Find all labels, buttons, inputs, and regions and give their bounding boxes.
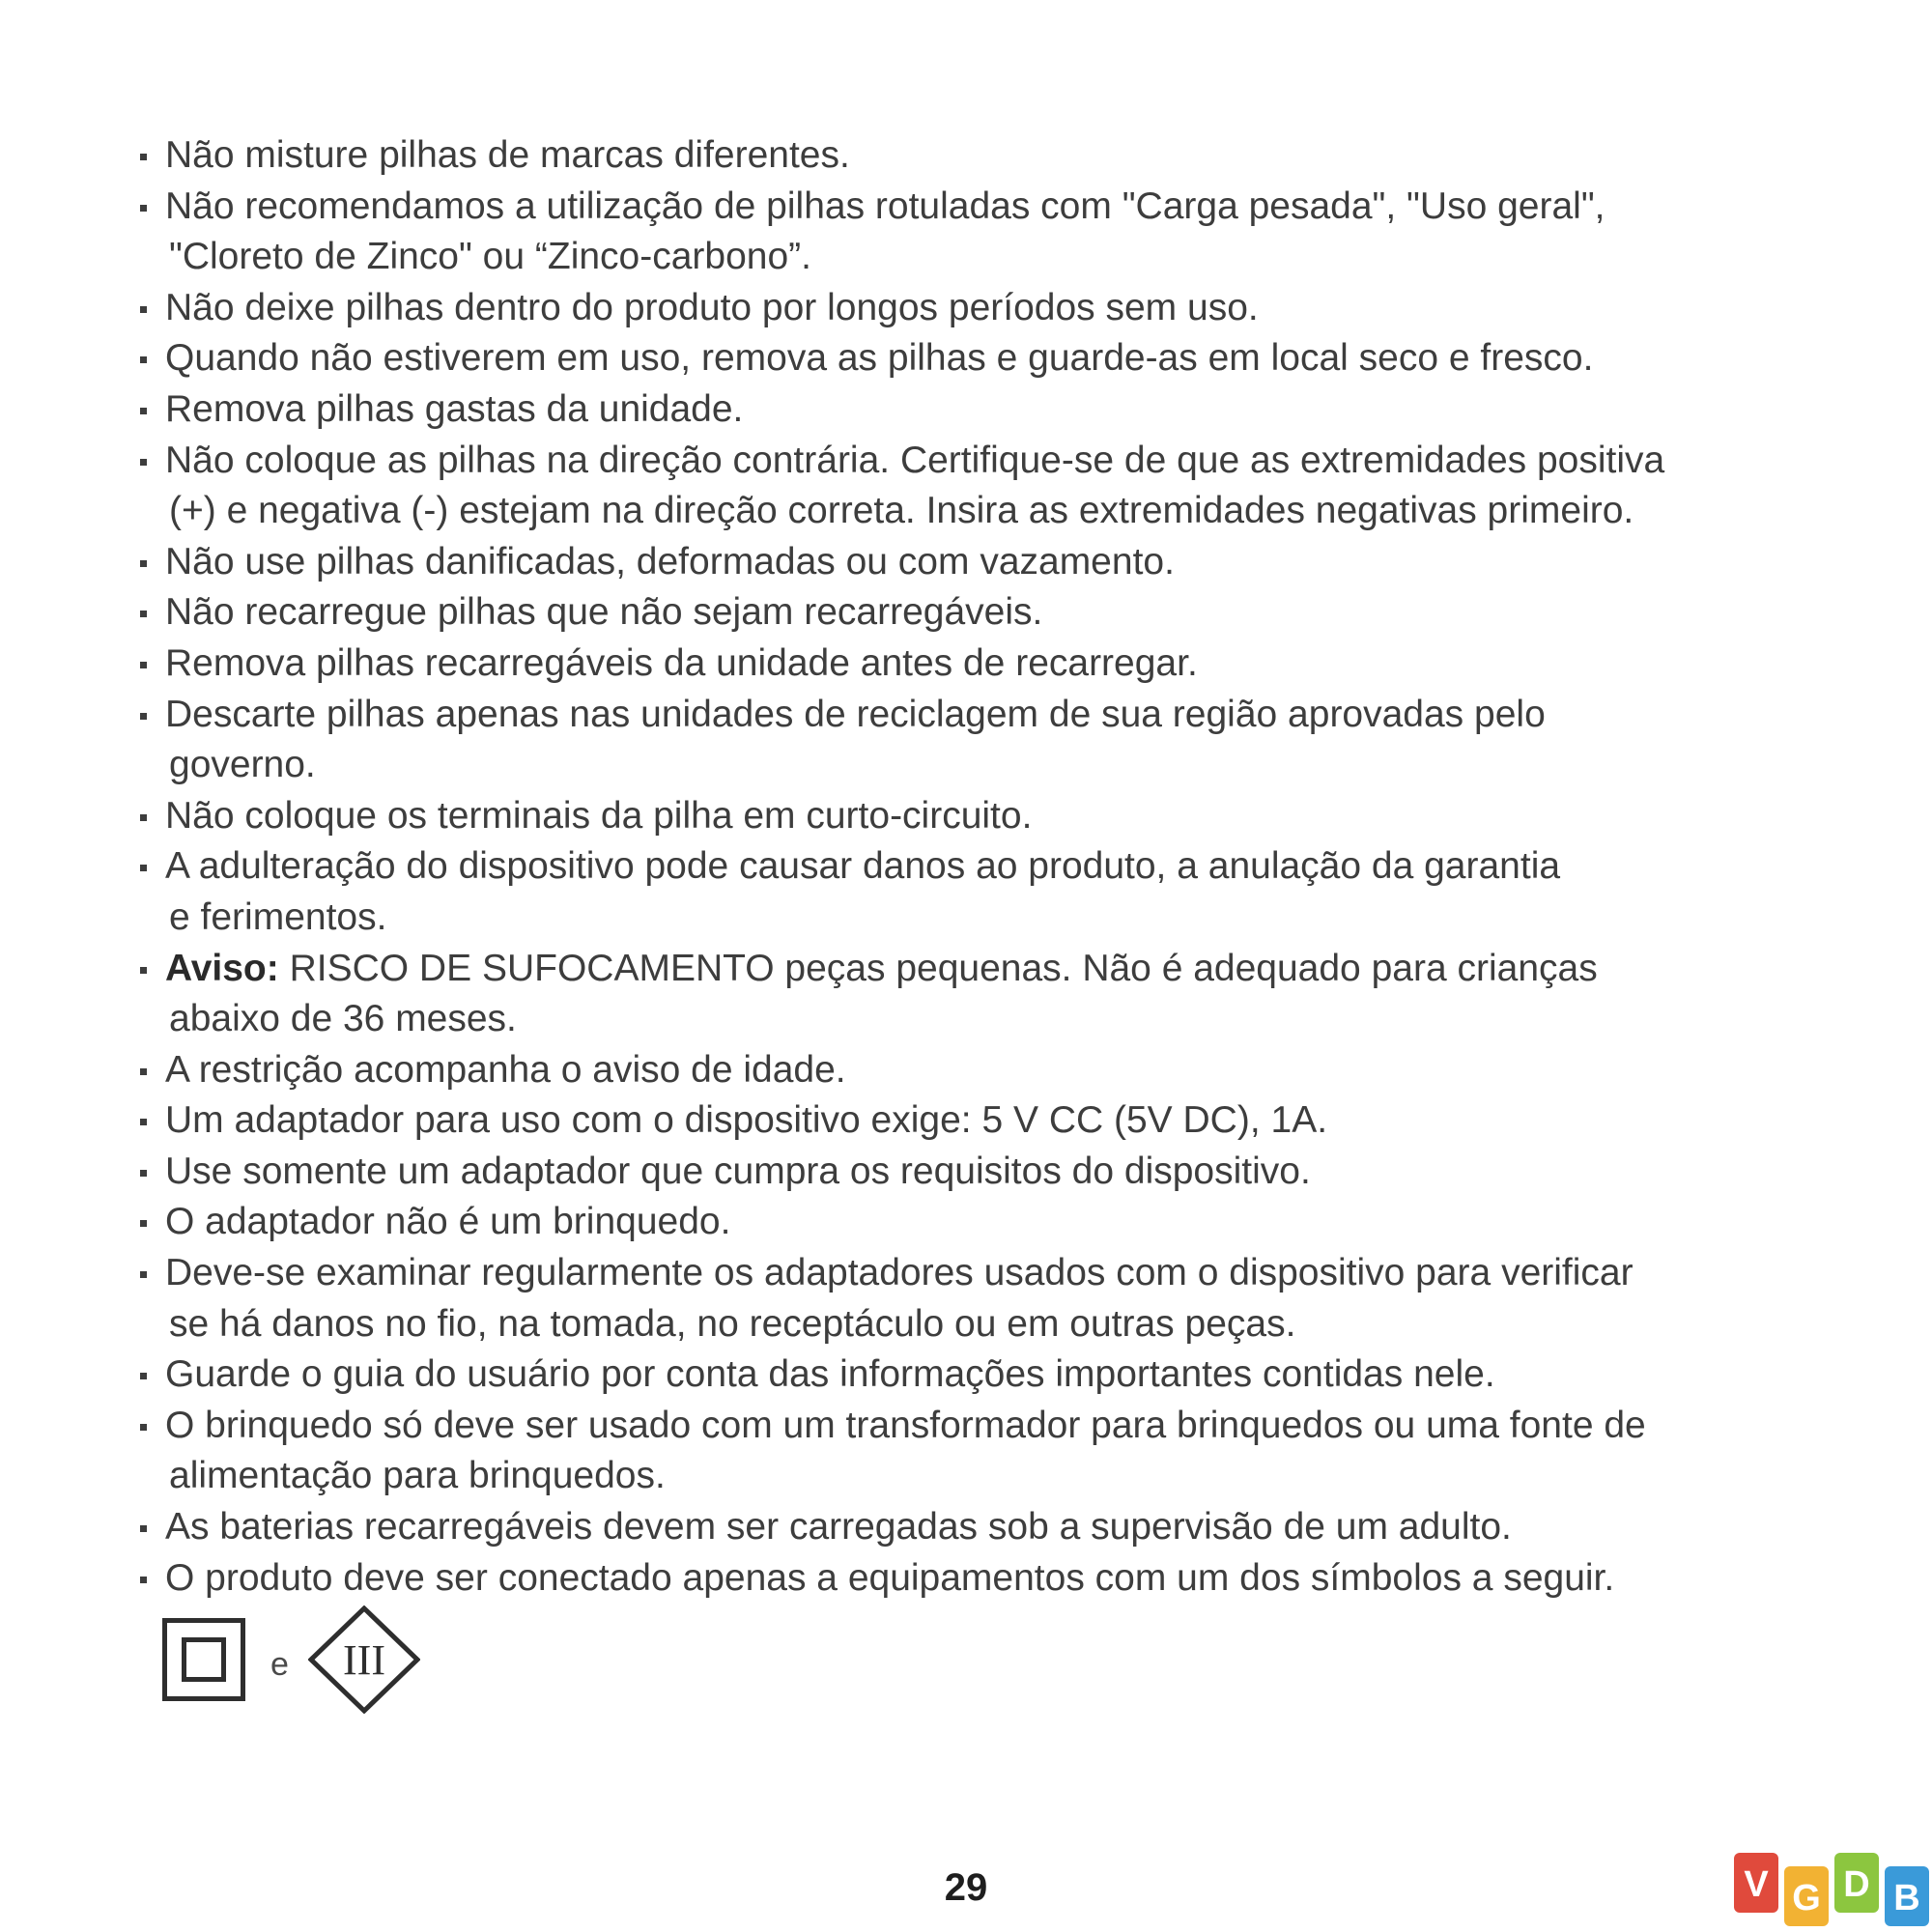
class-iii-label: III xyxy=(342,1636,385,1684)
bullet-text-continuation: "Cloreto de Zinco" ou “Zinco-carbono”. xyxy=(169,236,811,278)
bullet-item xyxy=(138,436,1800,537)
bullet-item xyxy=(138,182,1800,283)
watermark-letter: B xyxy=(1893,1878,1920,1918)
bullet-text: Não recarregue pilhas que não sejam recarregáveis. xyxy=(165,591,1043,634)
bullet-text: Remova pilhas recarregáveis da unidade antes de recarregar. xyxy=(165,641,1198,684)
bullet-item xyxy=(138,130,1800,182)
class-ii-inner-square xyxy=(182,1637,226,1682)
bullet-text xyxy=(165,944,1800,995)
bullet-item xyxy=(138,1147,1800,1198)
warning-text: RISCO DE SUFOCAMENTO peças pequenas. Não é adequado para crianças xyxy=(278,947,1598,989)
watermark-letter: G xyxy=(1792,1878,1821,1918)
bullet-item xyxy=(138,690,1800,791)
bullet-item xyxy=(138,1350,1800,1401)
required-symbols xyxy=(162,1611,420,1708)
class-iii-symbol-icon xyxy=(308,1605,420,1714)
bullet-item xyxy=(138,537,1800,588)
bullet-text: A restrição acompanha o aviso de idade. xyxy=(165,1048,846,1091)
bullet-text-continuation: alimentação para brinquedos. xyxy=(169,1455,666,1497)
watermark-tile xyxy=(1784,1866,1829,1926)
bullet-text: Não coloque as pilhas na direção contrária. Certifique-se de que as extremidades positiva xyxy=(165,439,1665,481)
bullet-text-continuation: e ferimentos. xyxy=(169,895,387,938)
bullet-item xyxy=(138,283,1800,334)
symbol-connector-text: e xyxy=(270,1645,289,1683)
bullet-text: Não use pilhas danificadas, deformadas ou com vazamento. xyxy=(165,540,1175,582)
bullet-item xyxy=(138,587,1800,639)
bullet-item xyxy=(138,333,1800,384)
bullet-item xyxy=(138,1197,1800,1248)
bullet-item xyxy=(138,384,1800,436)
bullet-text-continuation: governo. xyxy=(169,744,316,786)
bullet-text: Um adaptador para uso com o dispositivo exige: 5 V CC (5V DC), 1A. xyxy=(165,1099,1328,1142)
bullet-item xyxy=(138,791,1800,842)
bullet-item xyxy=(138,1502,1800,1553)
bullet-text: Use somente um adaptador que cumpra os requisitos do dispositivo. xyxy=(165,1150,1311,1192)
bullet-text-continuation: se há danos no fio, na tomada, no receptáculo ou em outras peças. xyxy=(169,1302,1296,1345)
bullet-item xyxy=(138,639,1800,690)
safety-bullet-list xyxy=(138,130,1800,1604)
bullet-text: O produto deve ser conectado apenas a equipamentos com um dos símbolos a seguir. xyxy=(165,1556,1615,1599)
bullet-text: Deve-se examinar regularmente os adaptadores usados com o dispositivo para verificar xyxy=(165,1252,1634,1294)
vgdb-watermark-logo xyxy=(1734,1853,1932,1932)
bullet-text: Não misture pilhas de marcas diferentes. xyxy=(165,134,850,176)
bullet-item xyxy=(138,1248,1800,1350)
bullet-text: Não recomendamos a utilização de pilhas rotuladas com "Carga pesada", "Uso geral", xyxy=(165,185,1605,227)
bullet-text: A adulteração do dispositivo pode causar danos ao produto, a anulação da garantia xyxy=(165,845,1561,888)
watermark-letter: V xyxy=(1744,1864,1769,1905)
watermark-tile xyxy=(1885,1866,1929,1926)
bullet-text: As baterias recarregáveis devem ser carregadas sob a supervisão de um adulto. xyxy=(165,1506,1512,1548)
page-number: 29 xyxy=(944,1866,988,1909)
watermark-letter: D xyxy=(1843,1864,1870,1905)
bullet-item xyxy=(138,1401,1800,1502)
bullet-text: Não coloque os terminais da pilha em curto-circuito. xyxy=(165,794,1033,837)
class-ii-symbol-icon xyxy=(162,1618,245,1701)
bullet-item xyxy=(138,841,1800,943)
bullet-item xyxy=(138,1045,1800,1096)
bullet-item xyxy=(138,944,1800,1045)
bullet-text: O brinquedo só deve ser usado com um transformador para brinquedos ou uma fonte de xyxy=(165,1404,1646,1446)
warning-label: Aviso: xyxy=(165,947,279,989)
watermark-tile xyxy=(1834,1853,1879,1913)
bullet-text: O adaptador não é um brinquedo. xyxy=(165,1201,731,1243)
bullet-text: Não deixe pilhas dentro do produto por longos períodos sem uso. xyxy=(165,286,1259,328)
bullet-text: Guarde o guia do usuário por conta das informações importantes contidas nele. xyxy=(165,1353,1495,1396)
bullet-text-continuation: abaixo de 36 meses. xyxy=(169,998,517,1040)
bullet-text: Remova pilhas gastas da unidade. xyxy=(165,387,744,430)
bullet-text: Descarte pilhas apenas nas unidades de reciclagem de sua região aprovadas pelo xyxy=(165,693,1546,735)
watermark-tile xyxy=(1734,1853,1778,1913)
bullet-item xyxy=(138,1553,1800,1605)
bullet-item xyxy=(138,1095,1800,1147)
bullet-text: Quando não estiverem em uso, remova as pilhas e guarde-as em local seco e fresco. xyxy=(165,337,1594,380)
bullet-text-continuation: (+) e negativa (-) estejam na direção correta. Insira as extremidades negativas primeiro. xyxy=(169,490,1634,532)
